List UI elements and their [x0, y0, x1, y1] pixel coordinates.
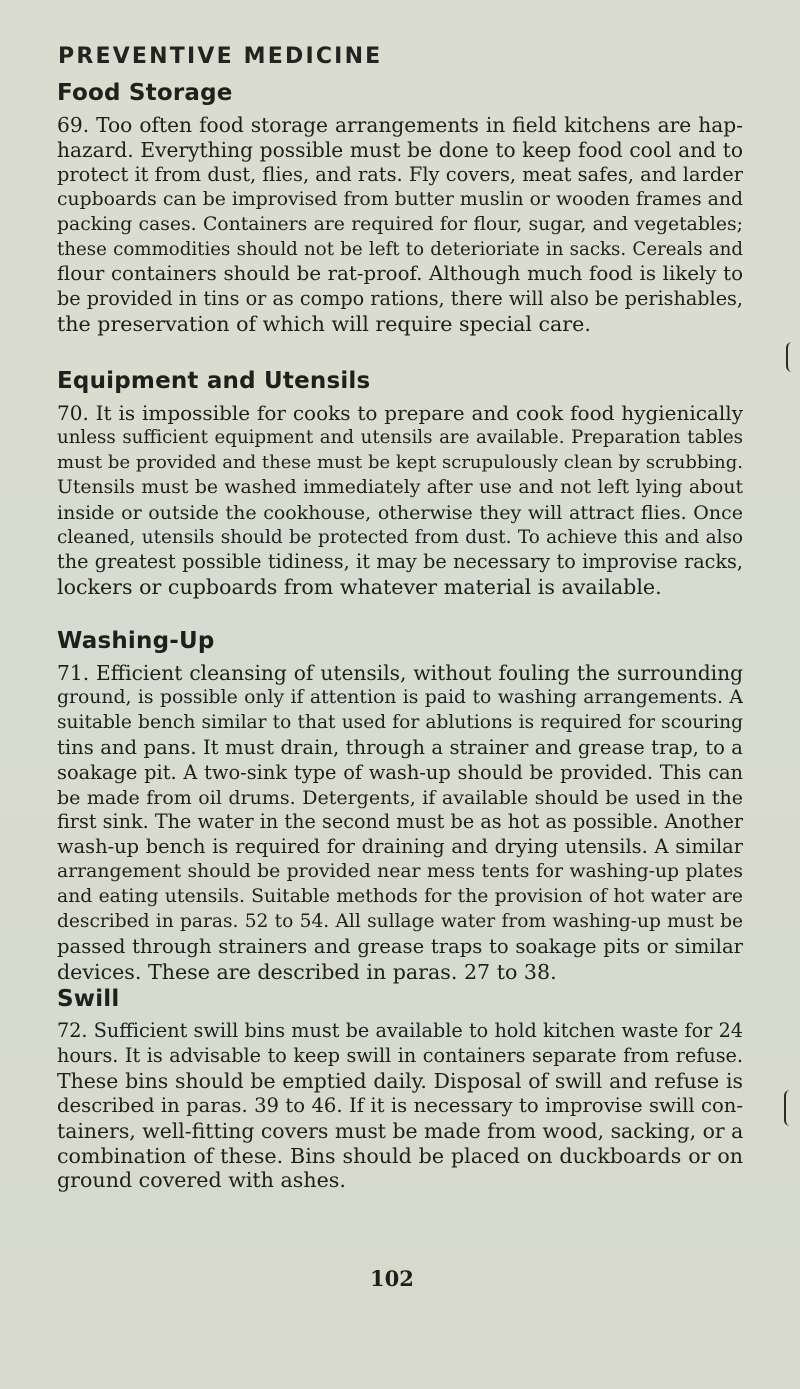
paragraph-70: [57, 401, 743, 600]
text-line: inside or outside the cookhouse, otherwise they will attract flies. Once: [57, 501, 743, 524]
text-line: wash-up bench is required for draining and drying utensils. A similar: [57, 835, 743, 859]
text-line: packing cases. Containers are required for flour, sugar, and vegetables;: [57, 213, 743, 235]
text-line: suitable bench similar to that used for ablutions is required for scouring: [57, 711, 743, 733]
text-line: cleaned, utensils should be protected from dust. To achieve this and also: [57, 526, 743, 548]
text-line: be made from oil drums. Detergents, if available should be used in the: [57, 786, 743, 809]
text-line: cupboards can be improvised from butter muslin or wooden frames and: [57, 188, 743, 210]
text-line: Utensils must be washed immediately after use and not left lying about: [57, 476, 743, 498]
section-heading-food-storage: Food Storage: [57, 80, 233, 106]
text-line: described in paras. 52 to 54. All sullage water from washing-up must be: [57, 911, 743, 933]
text-line: described in paras. 39 to 46. If it is necessary to improvise swill con-: [57, 1093, 743, 1117]
text-line: devices. These are described in paras. 27 to 38.: [57, 959, 557, 984]
text-line: hours. It is advisable to keep swill in containers separate from refuse.: [57, 1043, 743, 1067]
text-line: be provided in tins or as compo rations, there will also be perishables,: [57, 287, 743, 311]
page-number: 102: [370, 1266, 414, 1291]
text-line: tainers, well-fitting covers must be made from wood, sacking, or a: [57, 1118, 743, 1143]
text-line: These bins should be emptied daily. Disposal of swill and refuse is: [57, 1068, 743, 1093]
section-heading-washing-up: Washing-Up: [57, 628, 215, 654]
text-line: 71. Efficient cleansing of utensils, without fouling the surrounding: [57, 661, 743, 685]
text-line: and eating utensils. Suitable methods for the provision of hot water are: [57, 886, 743, 908]
text-line: 69. Too often food storage arrangements in field kitchens are hap-: [57, 113, 743, 137]
text-line: lockers or cupboards from whatever material is available.: [57, 575, 662, 600]
text-line: 70. It is impossible for cooks to prepare and cook food hygienically: [57, 401, 743, 425]
text-line: ground, is possible only if attention is paid to washing arrangements. A: [57, 686, 743, 708]
scan-edge-mark: [786, 342, 796, 372]
text-line: flour containers should be rat-proof. Although much food is likely to: [57, 262, 743, 286]
text-line: passed through strainers and grease traps to soakage pits or similar: [57, 934, 743, 958]
text-line: unless sufficient equipment and utensils are available. Preparation tables: [57, 426, 743, 448]
text-line: arrangement should be provided near mess tents for washing-up plates: [57, 861, 743, 883]
section-heading-equipment-utensils: Equipment and Utensils: [57, 368, 371, 394]
text-line: soakage pit. A two-sink type of wash-up should be provided. This can: [57, 760, 743, 784]
text-line: hazard. Everything possible must be done to keep food cool and to: [57, 137, 743, 162]
text-line: tins and pans. It must drain, through a strainer and grease trap, to a: [57, 735, 743, 759]
text-line: the preservation of which will require special care.: [57, 312, 591, 337]
text-line: first sink. The water in the second must be as hot as possible. Another: [57, 810, 743, 834]
text-line: ground covered with ashes.: [57, 1168, 346, 1193]
text-line: combination of these. Bins should be placed on duckboards or on: [57, 1143, 743, 1168]
paragraph-71: [57, 661, 743, 985]
text-line: must be provided and these must be kept scrupulously clean by scrubbing.: [57, 451, 743, 473]
scan-edge-mark: [784, 1090, 798, 1126]
text-line: protect it from dust, flies, and rats. Fly covers, meat safes, and larder: [57, 162, 743, 186]
paragraph-69: [57, 113, 743, 337]
text-line: these commodities should not be left to deterioriate in sacks. Cereals and: [57, 238, 743, 260]
text-line: the greatest possible tidiness, it may be necessary to improvise racks,: [57, 550, 743, 574]
running-head: PREVENTIVE MEDICINE: [58, 44, 383, 69]
paragraph-72: [57, 1019, 743, 1193]
section-heading-swill: Swill: [57, 986, 120, 1012]
text-line: 72. Sufficient swill bins must be available to hold kitchen waste for 24: [57, 1019, 743, 1042]
